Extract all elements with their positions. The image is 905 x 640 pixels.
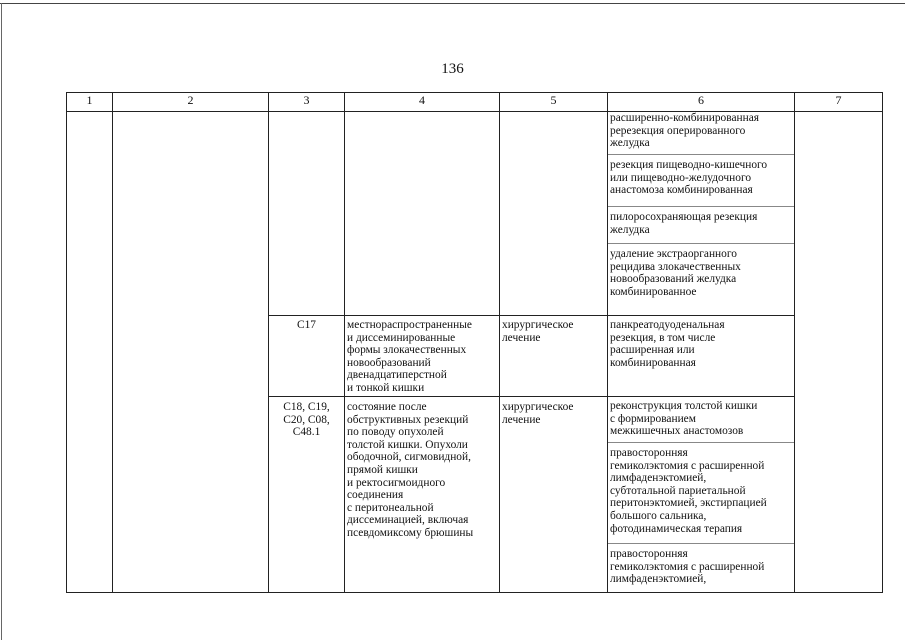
method-item: правосторонняя гемиколэктомия с расширенной лимфаденэктомией, субтотальной париетальной перитонэктомией, экстирпацией большого сальника, фотодинамическая терапия — [608, 443, 794, 544]
scan-border-top — [0, 3, 905, 4]
method-item: правосторонняя гемиколэктомия с расширенной лимфаденэктомией, — [610, 548, 765, 586]
cell-code — [269, 112, 345, 316]
table-row — [67, 112, 883, 316]
cell-methods: панкреатодуоденальная резекция, в том числе расширенная или комбинированная — [608, 316, 795, 397]
cell-diagnosis: местнораспространенные и диссеминированные формы злокачественных новообразований двенадцатиперстной и тонкой кишки — [345, 316, 500, 397]
method-item: реконструкция толстой кишки с формированием межкишечных анастомозов — [608, 400, 794, 443]
cell-col2 — [113, 112, 269, 593]
column-header-6: 6 — [608, 93, 795, 112]
scan-border-left — [1, 3, 2, 640]
cell-treatment: хирургическое лечение — [500, 316, 608, 397]
column-header-2: 2 — [113, 93, 269, 112]
cell-treatment: хирургическое лечение — [500, 397, 608, 593]
column-header-4: 4 — [345, 93, 500, 112]
column-header-7: 7 — [795, 93, 883, 112]
cell-methods — [608, 397, 795, 593]
cell-diagnosis: состояние после обструктивных резекций по поводу опухолей толстой кишки. Опухоли ободочной, сигмовидной, прямой кишки и ректосигмоидного соединения с перитонеальной диссеминацией, включая псевдомиксому брюшины — [345, 397, 500, 593]
document-table — [66, 92, 883, 593]
cell-diagnosis — [345, 112, 500, 316]
cell-col1 — [67, 112, 113, 593]
column-header-3: 3 — [269, 93, 345, 112]
method-item: резекция пищеводно-кишечного или пищеводно-желудочного анастомоза комбинированная — [608, 155, 794, 207]
table-header — [67, 93, 883, 112]
cell-methods — [608, 112, 795, 316]
cell-col7 — [795, 112, 883, 593]
column-header-5: 5 — [500, 93, 608, 112]
page-number: 136 — [441, 61, 464, 77]
column-header-1: 1 — [67, 93, 113, 112]
method-item: расширенно-комбинированная ререзекция оперированного желудка — [608, 112, 794, 155]
cell-code: C18, C19, C20, C08, C48.1 — [269, 397, 345, 593]
method-item: пилоросохраняющая резекция желудка — [608, 207, 794, 244]
cell-code: C17 — [269, 316, 345, 397]
cell-treatment — [500, 112, 608, 316]
header-row — [67, 93, 883, 112]
method-item: удаление экстраорганного рецидива злокачественных новообразований желудка комбинированное — [610, 248, 741, 298]
